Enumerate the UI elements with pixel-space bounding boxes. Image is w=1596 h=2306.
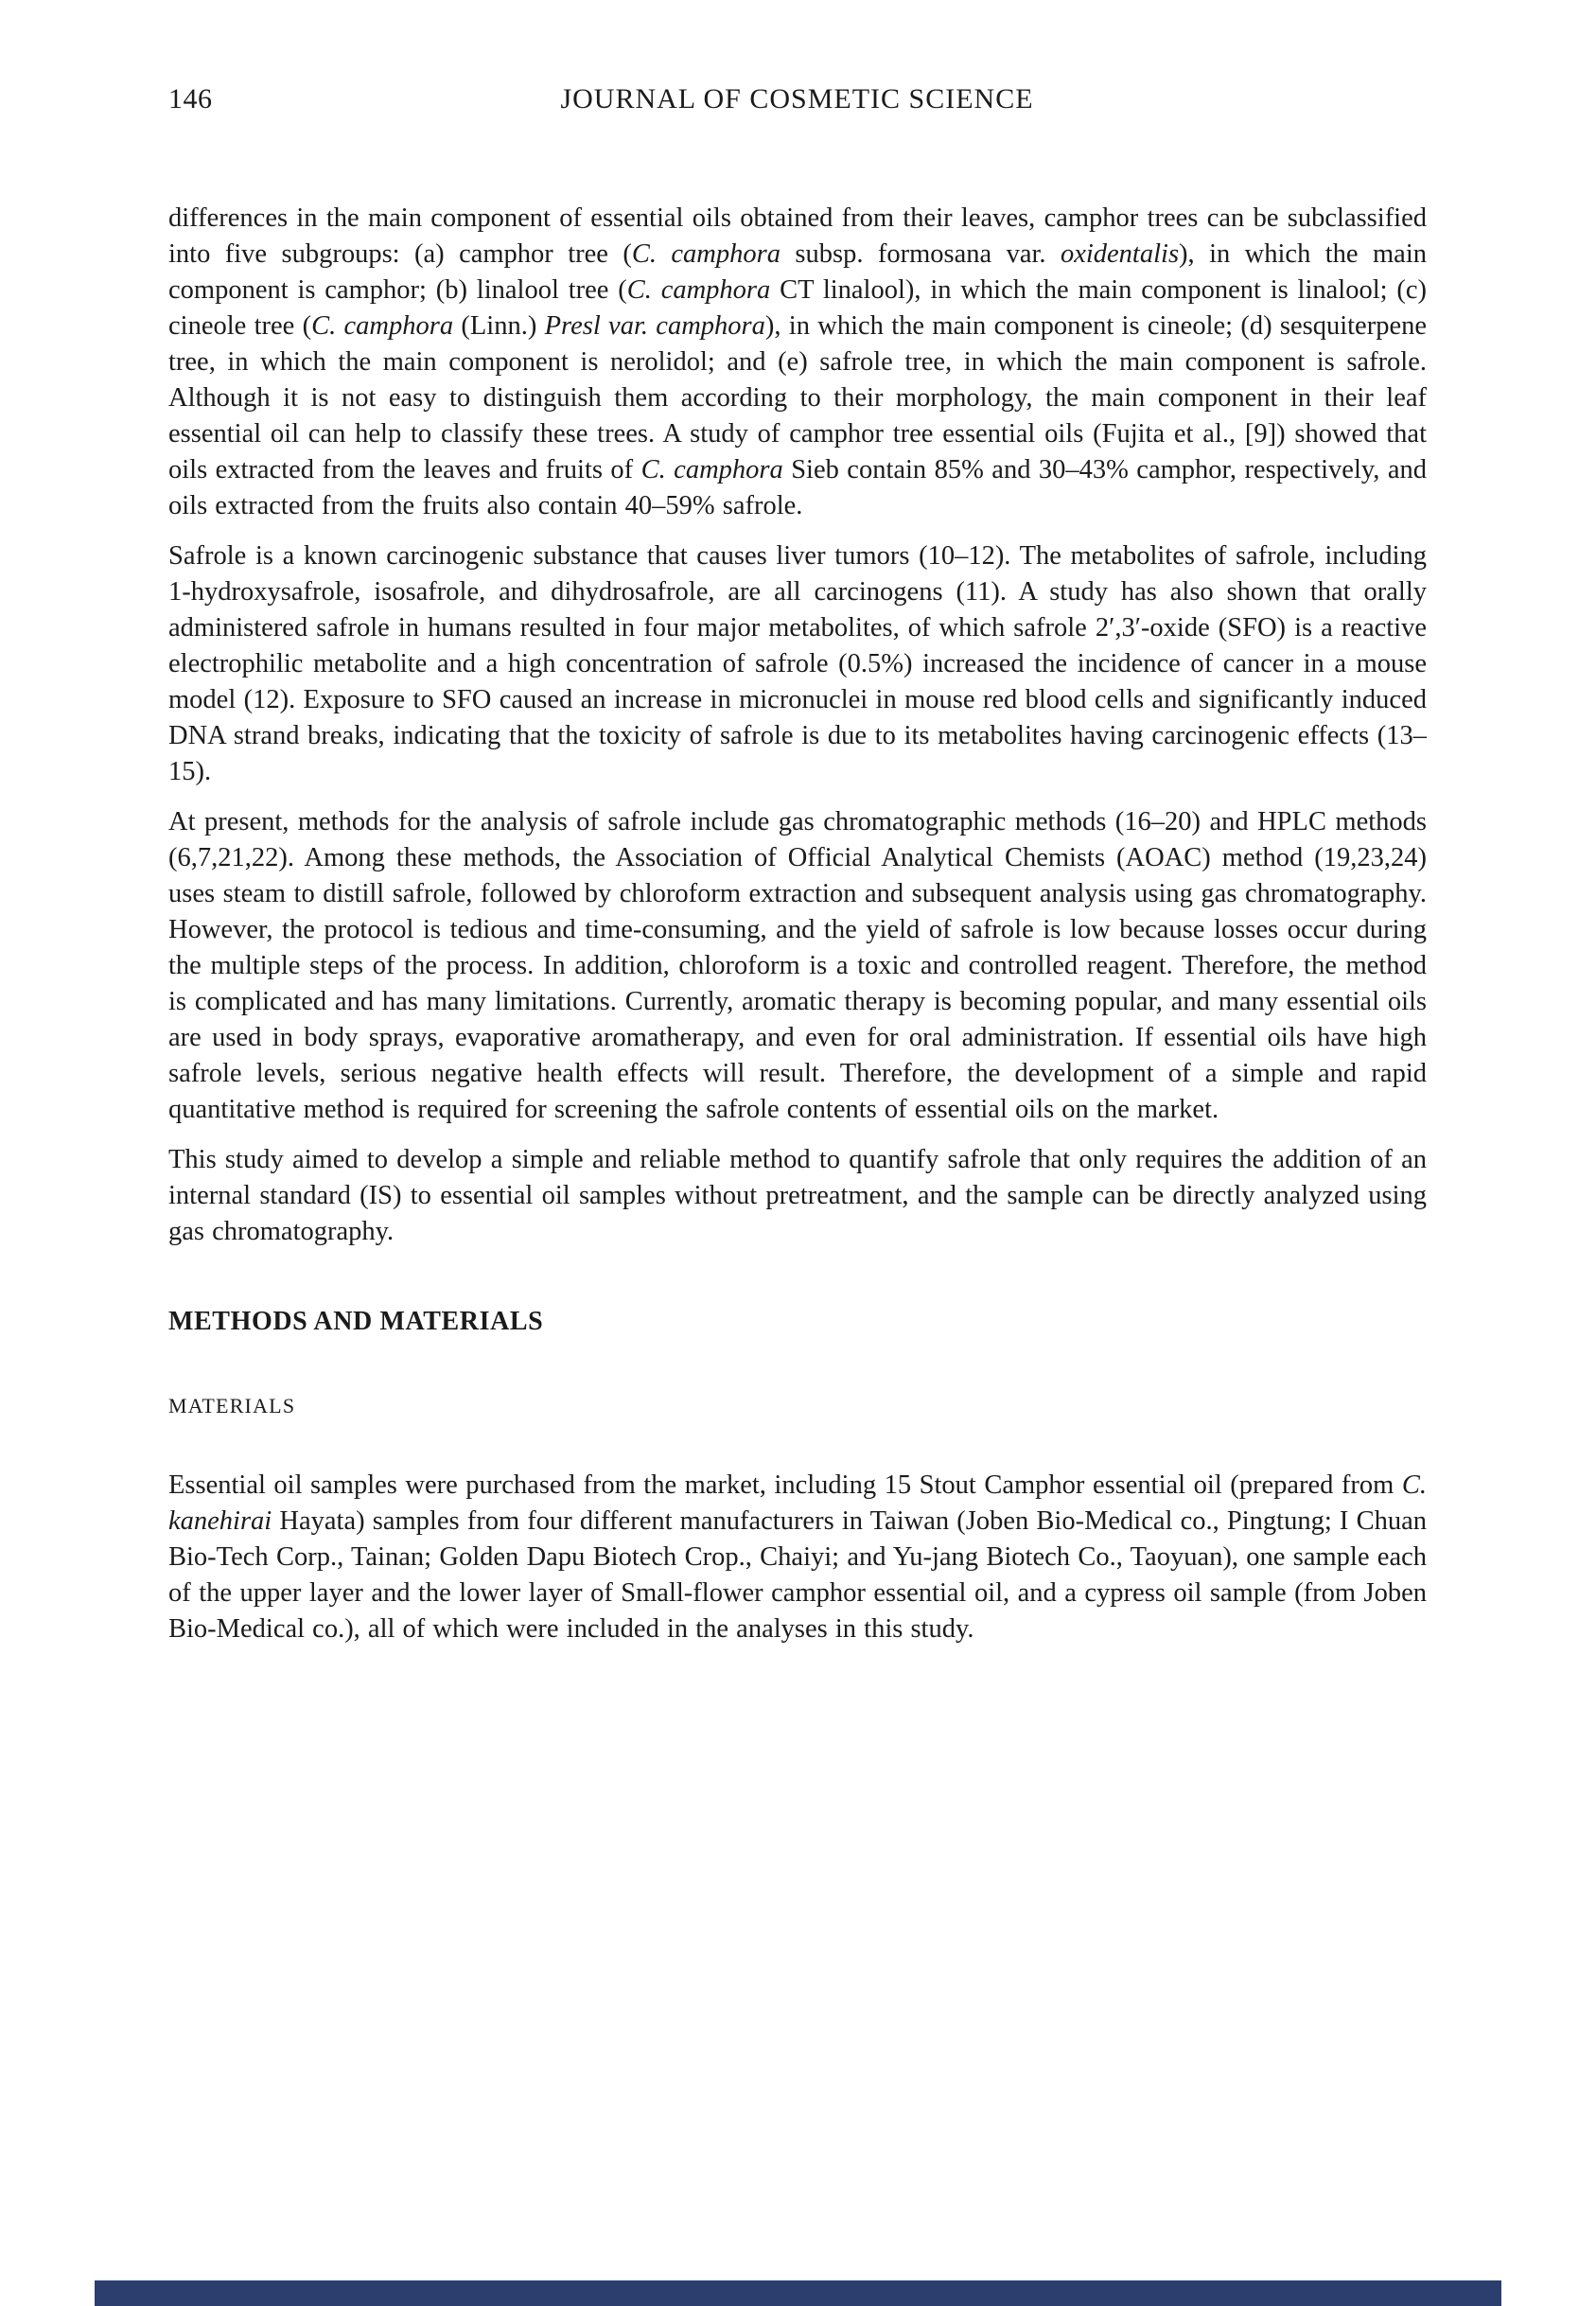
- paragraph-materials: Essential oil samples were purchased from the market, including 15 Stout Camphor essential oil (prepared from C. kanehirai Hayata) samples from four different manufacturers in Taiwan (Joben Bio-Medical co., Pingtung; I Chuan Bio-Tech Corp., Tainan; Golden Dapu Biotech Crop., Chaiyi; and Yu-jang Biotech Co., Taoyuan), one sample each of the upper layer and the lower layer of Small-flower camphor essential oil, and a cypress oil sample (from Joben Bio-Medical co.), all of which were included in the analyses in this study.: [168, 1470, 1427, 1644]
- paragraph-subgroups: differences in the main component of essential oils obtained from their leaves, camphor trees can be subclassified into five subgroups: (a) camphor tree (C. camphora subsp. formosana var. oxidentalis), in which the main component is camphor; (b) linalool tree (C. camphora CT linalool), in which the main component is linalool; (c) cineole tree (C. camphora (Linn.) Presl var. camphora), in which the main component is cineole; (d) sesquiterpene tree, in which the main component is nerolidol; and (e) safrole tree, in which the main component is safrole. Although it is not easy to distinguish them according to their morphology, the main component in their leaf essential oil can help to classify these trees. A study of camphor tree essential oils (Fujita et al., [9]) showed that oils extracted from the leaves and fruits of C. camphora Sieb contain 85% and 30–43% camphor, respectively, and oils extracted from the fruits also contain 40–59% safrole.: [168, 203, 1427, 520]
- paragraph-safrole-carcinogenic: Safrole is a known carcinogenic substance that causes liver tumors (10–12). The metabolites of safrole, including 1-hydroxysafrole, isosafrole, and dihydrosafrole, are all carcinogens (11). A study has also shown that orally administered safrole in humans resulted in four major metabolites, of which safrole 2′,3′-oxide (SFO) is a reactive electrophilic metabolite and a high concentration of safrole (0.5%) increased the incidence of cancer in a mouse model (12). Exposure to SFO caused an increase in micronuclei in mouse red blood cells and significantly induced DNA strand breaks, indicating that the toxicity of safrole is due to its metabolites having carcinogenic effects (13–15).: [168, 541, 1427, 786]
- bottom-color-bar: [95, 2280, 1501, 2306]
- subsection-heading-materials: MATERIALS: [168, 1394, 296, 1417]
- page-number: 146: [168, 83, 213, 114]
- page-header: [168, 83, 1426, 121]
- section-heading-methods-and-materials: METHODS AND MATERIALS: [168, 1307, 544, 1336]
- paragraph-study-aim: This study aimed to develop a simple and reliable method to quantify safrole that only requires the addition of an internal standard (IS) to essential oil samples without pretreatment, and the sample can be directly analyzed using gas chromatography.: [168, 1145, 1427, 1246]
- journal-title: JOURNAL OF COSMETIC SCIENCE: [560, 83, 1034, 114]
- paragraph-analysis-methods: At present, methods for the analysis of safrole include gas chromatographic methods (16–20) and HPLC methods (6,7,21,22). Among these methods, the Association of Official Analytical Chemists (AOAC) method (19,23,24) uses steam to distill safrole, followed by chloroform extraction and subsequent analysis using gas chromatography. However, the protocol is tedious and time-consuming, and the yield of safrole is low because losses occur during the multiple steps of the process. In addition, chloroform is a toxic and controlled reagent. Therefore, the method is complicated and has many limitations. Currently, aromatic therapy is becoming popular, and many essential oils are used in body sprays, evaporative aromatherapy, and even for oral administration. If essential oils have high safrole levels, serious negative health effects will result. Therefore, the development of a simple and rapid quantitative method is required for screening the safrole contents of essential oils on the market.: [168, 807, 1427, 1124]
- article-body: [168, 201, 1427, 1662]
